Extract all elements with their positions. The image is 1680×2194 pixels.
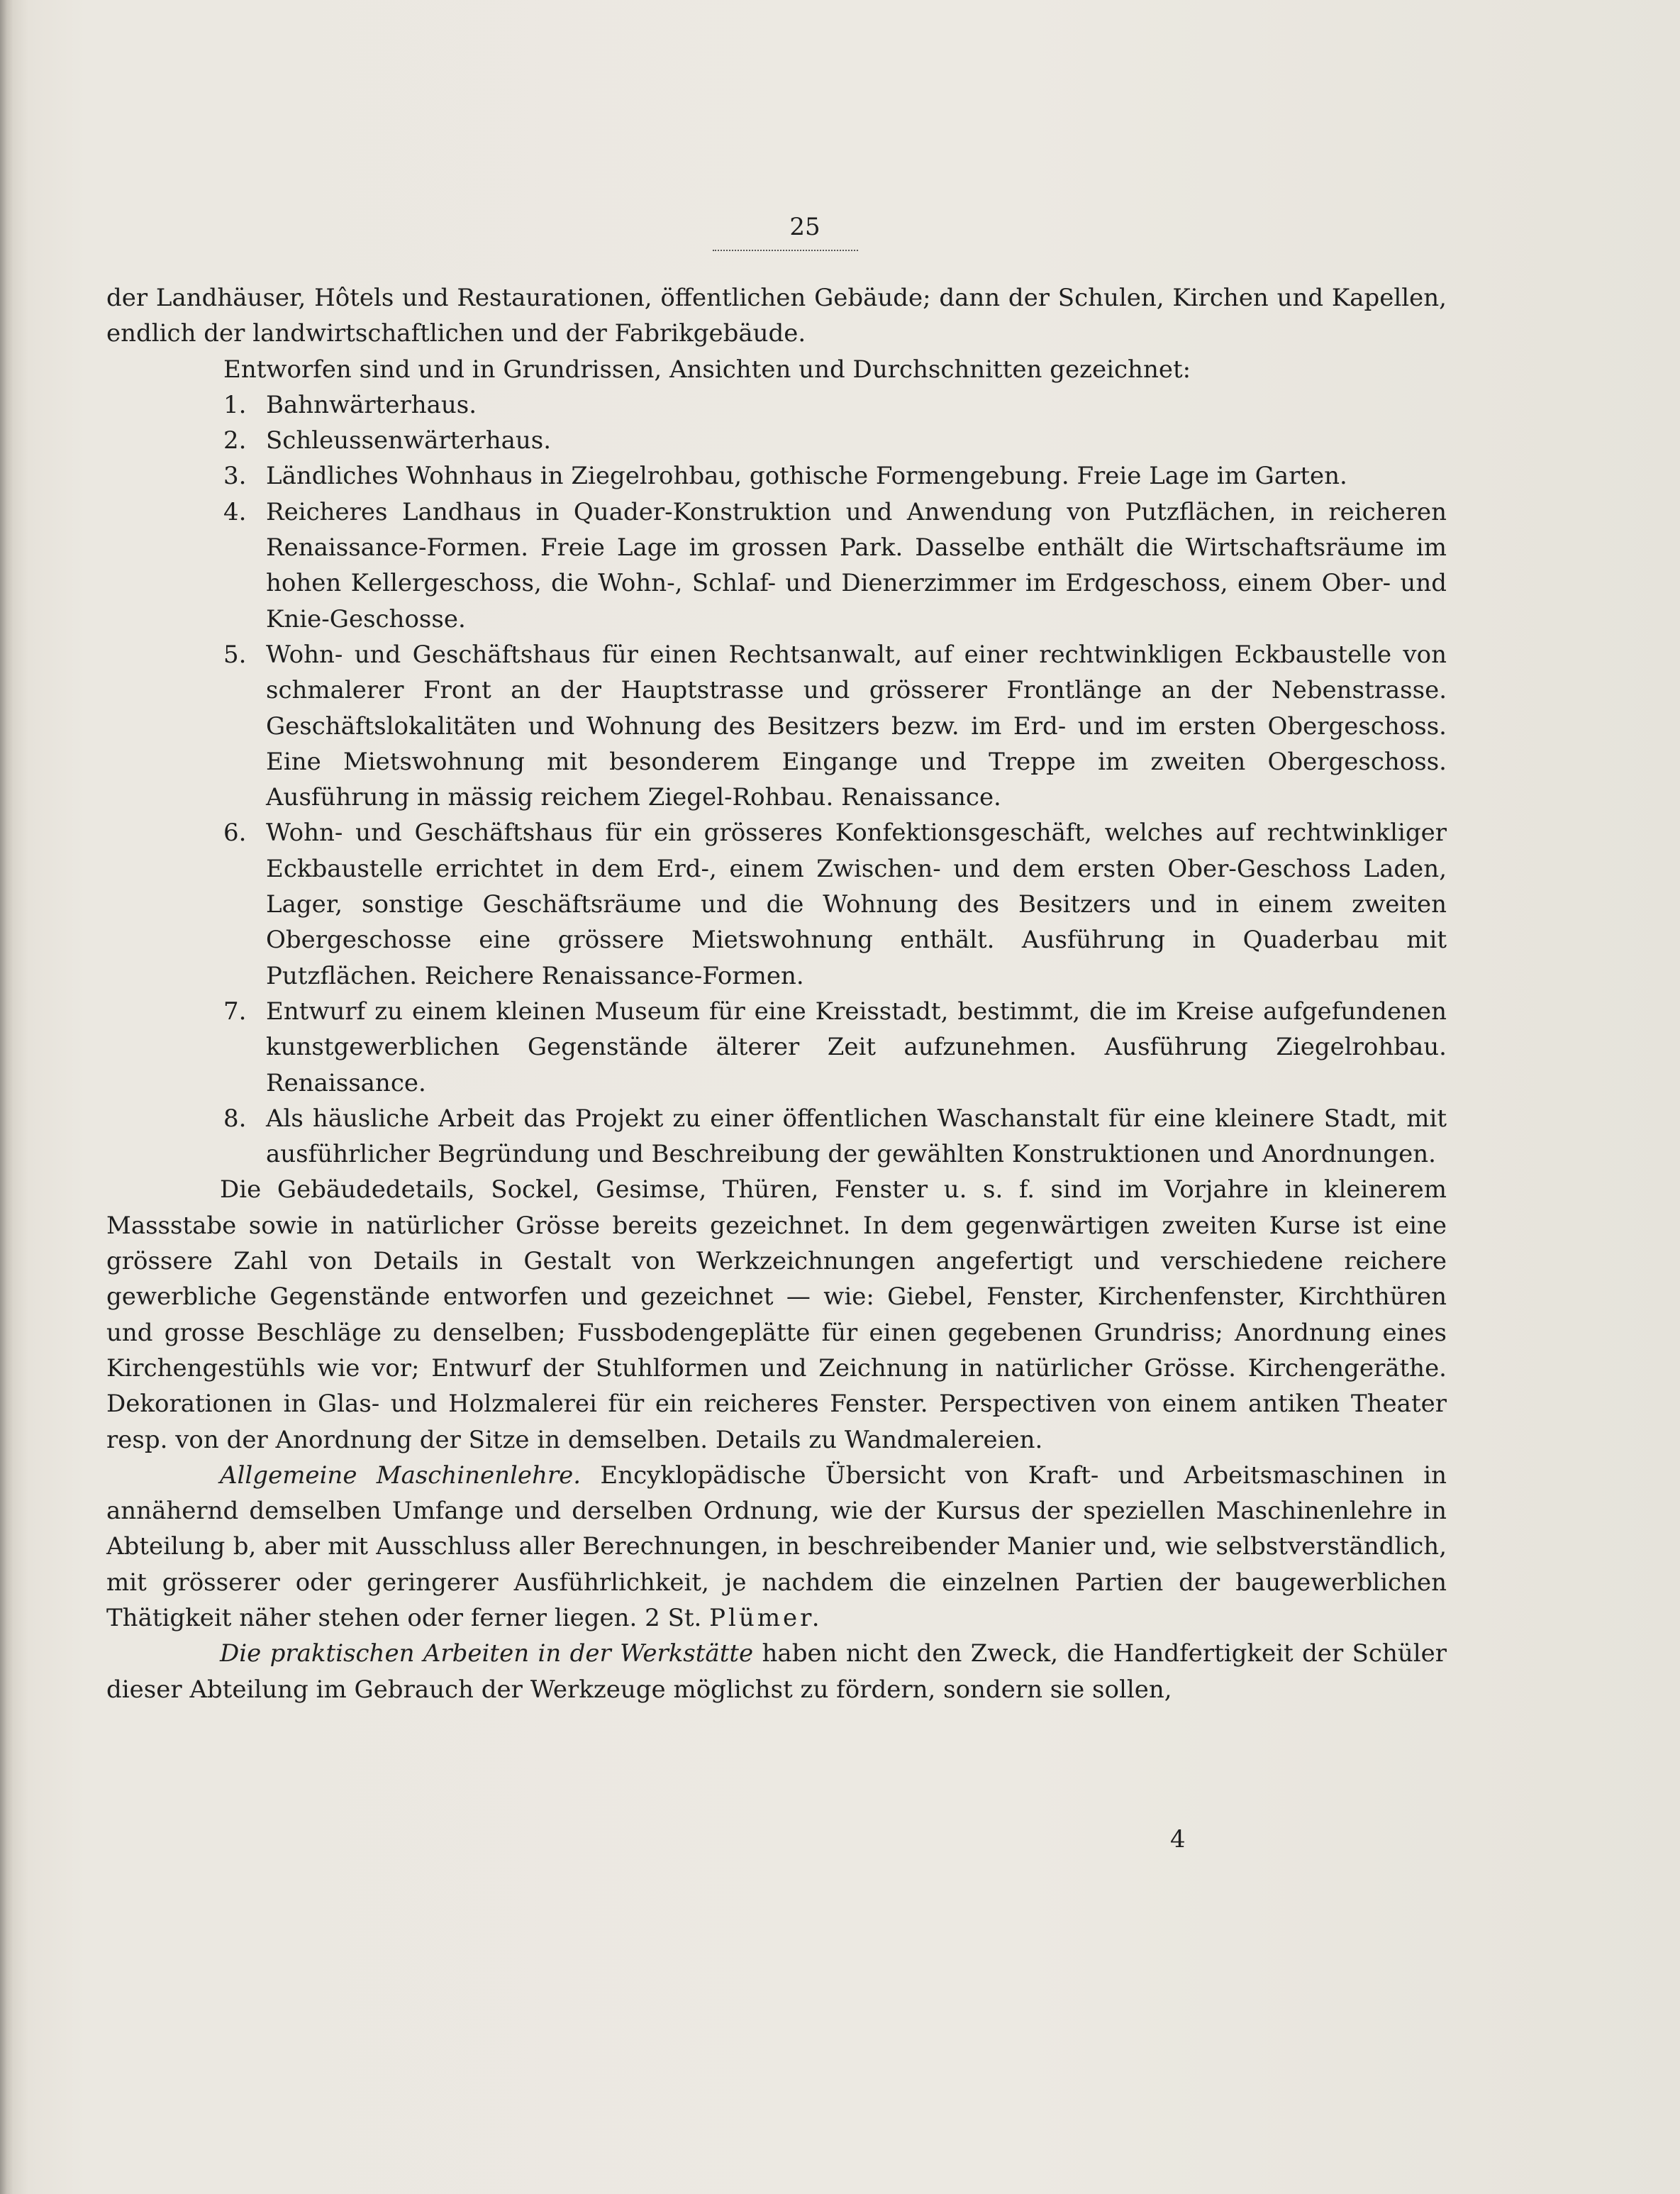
list-item-text: Reicheres Landhaus in Quader-Konstruktion und Anwendung von Putzflächen, in reicheren Renaissance-Formen. Freie Lage im grossen Park. Dasselbe enthält die Wirtschaftsräume im hohen Kellergeschoss, die Wohn-, Schlaf- und Dienerzimmer im Erdgeschoss, einem Ober- und Knie-Geschosse. xyxy=(266,497,1447,633)
maschinenlehre-hours: 2 St. xyxy=(645,1603,702,1632)
werkstaette-text: haben nicht den Zweck, die Handfertigkeit der Schüler dieser Abteilung im Gebrauch der Werkzeuge möglichst zu fördern, sondern sie sollen, xyxy=(106,1639,1447,1704)
list-item xyxy=(106,1101,1447,1173)
list-intro: Entworfen sind und in Grundrissen, Ansichten und Durchschnitten gezeichnet: xyxy=(223,355,1191,384)
signature-mark: 4 xyxy=(1170,1825,1186,1854)
list-item-number: 7. xyxy=(223,997,247,1026)
maschinenlehre-text: Encyklopädische Übersicht von Kraft- und Arbeitsmaschinen in annähernd demselben Umfange und derselben Ordnung, wie der Kursus der speziellen Maschinenlehre in Abteilung b, aber mit Ausschluss aller Berechnungen, in beschreibender Manier und, wie selbstverständlich, mit grösserer oder geringerer Ausführlichkeit, je nachdem die einzelnen Partien der baugewerblichen Thätigkeit näher stehen oder ferner liegen. xyxy=(106,1461,1447,1632)
list-item-number: 5. xyxy=(223,640,247,669)
maschinenlehre-heading: Allgemeine Maschinenlehre. xyxy=(220,1461,582,1490)
list-item-number: 2. xyxy=(223,426,247,455)
list-item xyxy=(106,387,1447,423)
page-binding-edge xyxy=(0,0,13,2194)
details-paragraph: Die Gebäudedetails, Sockel, Gesimse, Thüren, Fenster u. s. f. sind im Vorjahre in kleinerem Massstabe sowie in natürlicher Grösse bereits gezeichnet. In dem gegenwärtigen zweiten Kurse ist eine grössere Zahl von Details in Gestalt von Werkzeichnungen angefertigt und verschiedene reichere gewerbliche Gegenstände entworfen und gezeichnet — wie: Giebel, Fenster, Kirchenfenster, Kirchthüren und grosse Beschläge zu denselben; Fussbodengeplätte für einen gegebenen Grundriss; Anordnung eines Kirchengestühls wie vor; Entwurf der Stuhlformen und Zeichnung in natürlicher Grösse. Kirchengeräthe. Dekorationen in Glas- und Holzmalerei für ein reicheres Fenster. Perspectiven von einem antiken Theater resp. von der Anordnung der Sitze in demselben. Details zu Wandmalereien. xyxy=(106,1175,1447,1454)
list-item-text: Ländliches Wohnhaus in Ziegelrohbau, gothische Formengebung. Freie Lage im Garten. xyxy=(266,462,1347,491)
list-item-text: Als häusliche Arbeit das Projekt zu einer öffentlichen Waschanstalt für eine kleinere Stadt, mit ausführlicher Begründung und Beschreibung der gewählten Konstruktionen und Anordnungen. xyxy=(266,1104,1447,1169)
maschinenlehre-teacher: Plümer. xyxy=(709,1603,823,1632)
lead-paragraph: der Landhäuser, Hôtels und Restaurationen, öffentlichen Gebäude; dann der Schulen, Kirchen und Kapellen, endlich der landwirtschaftlichen und der Fabrikgebäude. xyxy=(106,284,1447,348)
list-item-text: Schleussenwärterhaus. xyxy=(266,426,552,455)
body-text xyxy=(106,280,1447,1707)
list-item-number: 4. xyxy=(223,497,247,526)
list-item xyxy=(106,458,1447,494)
maschinenlehre-paragraph xyxy=(106,1458,1447,1636)
list-item-text: Bahnwärterhaus. xyxy=(266,390,477,419)
list-item-text: Wohn- und Geschäftshaus für ein grösseres Konfektionsgeschäft, welches auf rechtwinkliger Eckbaustelle errichtet in dem Erd-, einem Zwischen- und dem ersten Ober-Geschoss Laden, Lager, sonstige Geschäftsräume und die Wohnung des Besitzers und in einem zweiten Obergeschosse eine grössere Mietswohnung enthält. Ausführung in Quaderbau mit Putzflächen. Reichere Renaissance-Formen. xyxy=(266,819,1447,990)
werkstaette-heading: Die praktischen Arbeiten in der Werkstätte xyxy=(220,1639,754,1668)
list-item xyxy=(106,494,1447,637)
werkstaette-paragraph xyxy=(106,1636,1447,1707)
list-item xyxy=(106,815,1447,993)
list-item-text: Wohn- und Geschäftshaus für einen Rechtsanwalt, auf einer rechtwinkligen Eckbaustelle von schmalerer Front an der Hauptstrasse und grösserer Frontlänge an der Nebenstrasse. Geschäftslokalitäten und Wohnung des Besitzers bezw. im Erd- und im ersten Obergeschoss. Eine Mietswohnung mit besonderem Eingange und Treppe im zweiten Obergeschoss. Ausführung in mässig reichem Ziegel-Rohbau. Renaissance. xyxy=(266,640,1447,812)
list-item xyxy=(106,637,1447,815)
page-number: 25 xyxy=(789,213,820,241)
page-number-rule xyxy=(713,250,858,251)
list-item-number: 6. xyxy=(223,819,247,848)
list-item-text: Entwurf zu einem kleinen Museum für eine Kreisstadt, bestimmt, die im Kreise aufgefundenen kunstgewerblichen Gegenstände älterer Zeit aufzunehmen. Ausführung Ziegelrohbau. Renaissance. xyxy=(266,997,1447,1097)
list-item-number: 3. xyxy=(223,462,247,491)
list-item-number: 8. xyxy=(223,1104,247,1133)
list-item xyxy=(106,994,1447,1101)
list-item-number: 1. xyxy=(223,390,247,419)
list-item xyxy=(106,423,1447,458)
